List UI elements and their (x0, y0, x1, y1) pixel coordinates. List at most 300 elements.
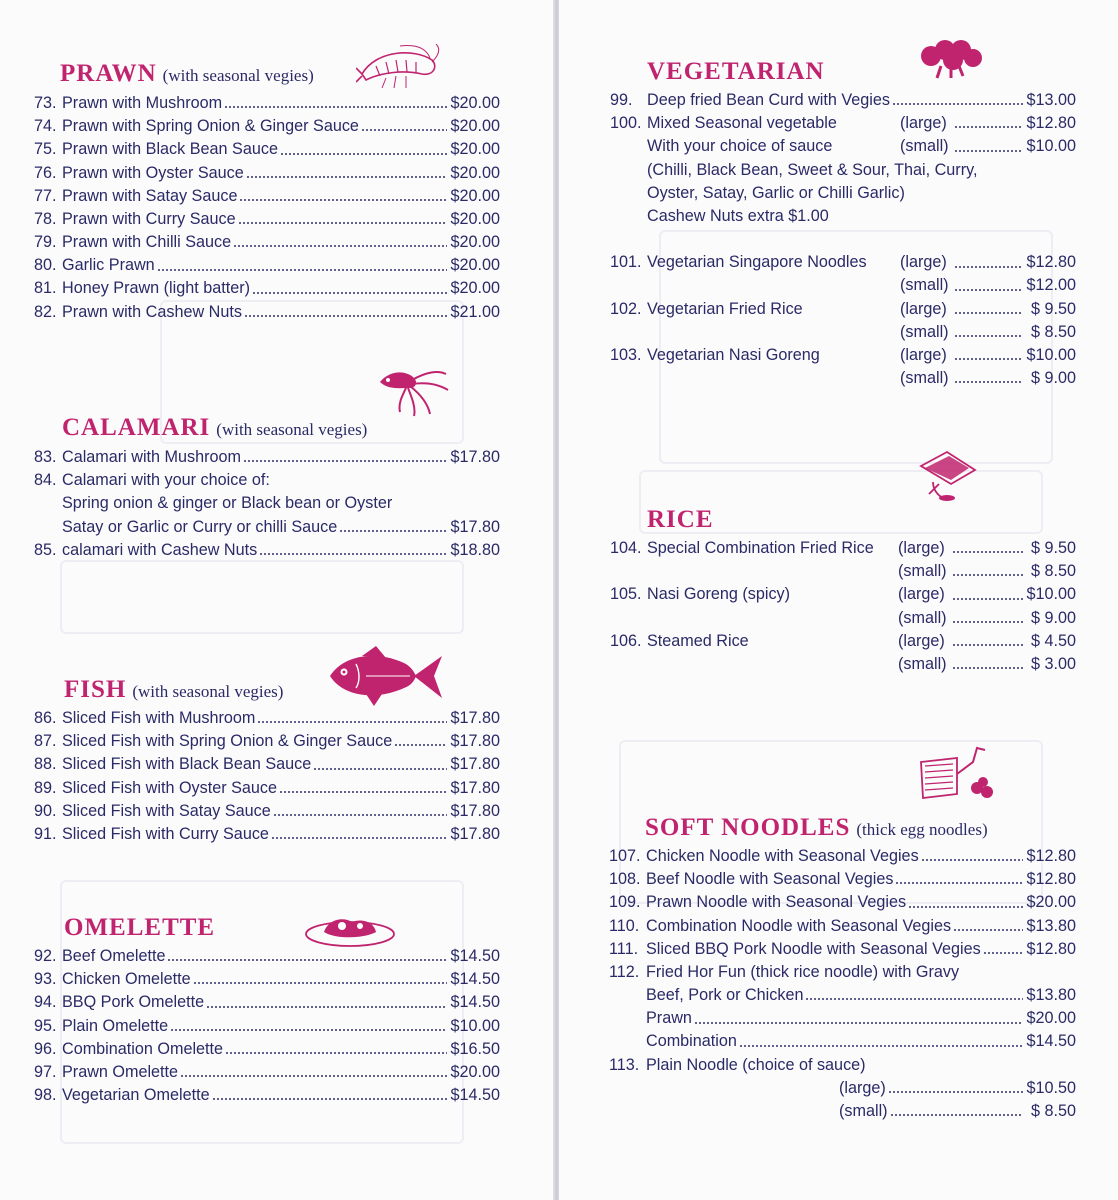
item-number: 106. (610, 631, 642, 650)
leader-dots (259, 545, 447, 556)
item-price: $ 9.50 (1030, 299, 1076, 318)
item-number: 100. (610, 114, 642, 133)
menu-item (34, 1061, 500, 1084)
item-number: 107. (609, 846, 641, 865)
item-number: 95. (34, 1016, 57, 1035)
menu-item (610, 228, 1076, 251)
menu-item (609, 915, 1076, 938)
leader-dots (279, 783, 447, 794)
item-name: calamari with Cashew Nuts (62, 540, 258, 559)
leader-dots (313, 760, 447, 771)
section-title: PRAWN (60, 60, 157, 87)
leader-dots (954, 258, 1023, 269)
item-name: Prawn Omelette (62, 1062, 179, 1081)
menu-item (34, 115, 500, 138)
item-name: Calamari with your choice of: (62, 471, 270, 490)
item-price: $20.00 (450, 279, 500, 298)
menu-item (609, 938, 1076, 961)
menu-item (34, 1038, 500, 1061)
item-name: Plain Noodle (choice of sauce) (646, 1055, 866, 1074)
menu-item (609, 1100, 1076, 1123)
item-number: 78. (34, 209, 57, 228)
leader-dots (273, 806, 447, 817)
item-size: (large) (900, 346, 947, 365)
item-price: $ 9.00 (1030, 369, 1076, 388)
item-number: 92. (34, 946, 57, 965)
item-price: $17.80 (450, 732, 500, 751)
item-name: Prawn Noodle with Seasonal Vegies (646, 893, 907, 912)
menu-item (34, 162, 500, 185)
menu-item (610, 135, 1076, 158)
item-size: (large) (898, 631, 945, 650)
item-price: $20.00 (1026, 1009, 1076, 1028)
item-price: $20.00 (1026, 893, 1076, 912)
item-price: $21.00 (450, 302, 500, 321)
item-price: $17.80 (450, 824, 500, 843)
menu-item (610, 344, 1076, 367)
item-number: 102. (610, 299, 642, 318)
leader-dots (983, 944, 1023, 955)
squid-illustration (376, 360, 450, 418)
item-name: Steamed Rice (647, 631, 749, 650)
fish-heading (64, 676, 283, 704)
leader-dots (170, 1021, 447, 1032)
item-name: (small) (839, 1102, 888, 1121)
item-price: $20.00 (450, 256, 500, 275)
item-name: BBQ Pork Omelette (62, 993, 205, 1012)
leader-dots (233, 237, 447, 248)
item-price: $14.50 (450, 993, 500, 1012)
leader-dots (246, 168, 447, 179)
item-name: Prawn with Chilli Sauce (62, 233, 232, 252)
omelette-illustration (302, 910, 398, 950)
item-name: Vegetarian Omelette (62, 1086, 210, 1105)
item-price: $16.50 (450, 1039, 500, 1058)
menu-item (34, 516, 500, 539)
prawn-illustration (356, 44, 442, 90)
item-number: 84. (34, 471, 57, 490)
item-number: 96. (34, 1039, 57, 1058)
menu-item (610, 159, 1076, 182)
leader-dots (280, 145, 447, 156)
menu-item (34, 1084, 500, 1107)
item-number: 113. (609, 1055, 640, 1074)
menu-item (34, 539, 500, 562)
item-number: 73. (34, 93, 57, 112)
leader-dots (212, 1090, 447, 1101)
section-title: VEGETARIAN (647, 58, 825, 85)
leader-dots (908, 898, 1023, 909)
item-number: 109. (609, 893, 641, 912)
leader-dots (238, 214, 447, 225)
item-price: $20.00 (450, 163, 500, 182)
item-size: (small) (900, 369, 949, 388)
leader-dots (239, 191, 447, 202)
leader-dots (243, 452, 447, 463)
menu-item (610, 275, 1076, 298)
item-price: $13.80 (1026, 986, 1076, 1005)
item-price: $14.50 (450, 970, 500, 989)
item-price: $ 3.00 (1030, 654, 1076, 673)
item-number: 79. (34, 233, 57, 252)
menu-item (34, 185, 500, 208)
item-number: 75. (34, 140, 57, 159)
leader-dots (805, 990, 1023, 1001)
menu-item (609, 1054, 1076, 1077)
leader-dots (954, 118, 1023, 129)
item-number: 104. (610, 538, 642, 557)
item-name: Cashew Nuts extra $1.00 (647, 206, 829, 225)
menu-item (610, 321, 1076, 344)
item-size: (small) (898, 562, 947, 581)
leader-dots (952, 636, 1023, 647)
item-name: (Chilli, Black Bean, Sweet & Sour, Thai, Curry, (647, 160, 978, 179)
item-price: $12.80 (1026, 870, 1076, 889)
menu-item (610, 205, 1076, 228)
rice-list (610, 537, 1076, 676)
calamari-heading (62, 414, 367, 442)
item-name: Fried Hor Fun (thick rice noodle) with Gravy (646, 962, 960, 981)
menu-item (34, 753, 500, 776)
item-number: 82. (34, 302, 57, 321)
menu-item (34, 707, 500, 730)
item-number: 111. (609, 939, 639, 958)
item-price: $ 9.50 (1030, 538, 1076, 557)
leader-dots (952, 566, 1023, 577)
leader-dots (157, 261, 447, 272)
item-price: $20.00 (450, 93, 500, 112)
leader-dots (180, 1067, 447, 1078)
item-name: Beef Noodle with Seasonal Vegies (646, 870, 894, 889)
menu-item (34, 254, 500, 277)
item-size: (small) (900, 322, 949, 341)
item-name: With your choice of sauce (647, 137, 833, 156)
item-name: Prawn with Curry Sauce (62, 209, 236, 228)
item-number: 103. (610, 346, 642, 365)
fish-list (34, 707, 500, 846)
menu-item (610, 367, 1076, 390)
item-number: 90. (34, 801, 57, 820)
show-through-box (60, 560, 464, 634)
item-name: Spring onion & ginger or Black bean or Oyster (62, 494, 393, 513)
leader-dots (890, 1106, 1023, 1117)
menu-item (609, 1031, 1076, 1054)
menu-item (34, 92, 500, 115)
prawn-list (34, 92, 500, 324)
item-price: $ 8.50 (1030, 322, 1076, 341)
menu-item (34, 968, 500, 991)
item-number: 101. (610, 253, 642, 272)
item-number: 110. (609, 916, 640, 935)
leader-dots (953, 921, 1023, 932)
section-title: SOFT NOODLES (645, 814, 851, 841)
item-name: Deep fried Bean Curd with Vegies (647, 90, 890, 109)
leader-dots (954, 373, 1023, 384)
leader-dots (954, 281, 1023, 292)
menu-item (609, 845, 1076, 868)
item-price: $20.00 (450, 140, 500, 159)
item-name: Vegetarian Singapore Noodles (647, 253, 867, 272)
leader-dots (193, 974, 447, 985)
leader-dots (339, 522, 447, 533)
item-price: $12.80 (1026, 253, 1076, 272)
item-price: $10.00 (450, 1016, 500, 1035)
item-number: 99. (610, 90, 633, 109)
menu-item (34, 823, 500, 846)
item-number: 86. (34, 708, 57, 727)
menu-item (34, 278, 500, 301)
vegetarian-heading (647, 58, 825, 86)
item-price: $17.80 (450, 447, 500, 466)
item-name: Prawn with Spring Onion & Ginger Sauce (62, 117, 359, 136)
item-price: $12.80 (1026, 939, 1076, 958)
menu-item (34, 469, 500, 492)
item-name: Sliced Fish with Oyster Sauce (62, 778, 278, 797)
item-name: Prawn with Oyster Sauce (62, 163, 244, 182)
item-number: 74. (34, 117, 57, 136)
item-price: $10.50 (1026, 1078, 1076, 1097)
item-price: $ 8.50 (1030, 562, 1076, 581)
menu-item (609, 984, 1076, 1007)
item-size: (large) (900, 253, 947, 272)
menu-item (609, 1077, 1076, 1100)
item-name: Sliced Fish with Satay Sauce (62, 801, 271, 820)
leader-dots (167, 951, 447, 962)
rice-heading (647, 506, 714, 534)
leader-dots (252, 284, 447, 295)
fish-illustration (326, 646, 444, 708)
menu-item (34, 777, 500, 800)
leader-dots (954, 142, 1023, 153)
item-name: Combination Noodle with Seasonal Vegies (646, 916, 952, 935)
menu-item (34, 800, 500, 823)
item-number: 85. (34, 540, 57, 559)
menu-item (610, 182, 1076, 205)
item-size: (large) (898, 538, 945, 557)
item-price: $17.80 (450, 517, 500, 536)
menu-item (34, 1015, 500, 1038)
item-price: $13.00 (1026, 90, 1076, 109)
item-number: 98. (34, 1086, 57, 1105)
leader-dots (892, 95, 1023, 106)
menu-item (610, 560, 1076, 583)
leader-dots (921, 851, 1023, 862)
leader-dots (694, 1014, 1023, 1025)
item-name: Sliced Fish with Curry Sauce (62, 824, 269, 843)
item-number: 112. (609, 962, 640, 981)
menu-item (609, 891, 1076, 914)
menu-item (34, 492, 500, 515)
menu-item (610, 298, 1076, 321)
leader-dots (952, 613, 1023, 624)
section-subtitle: (with seasonal vegies) (216, 420, 368, 439)
item-name: Mixed Seasonal vegetable (647, 114, 837, 133)
omelette-list (34, 945, 500, 1107)
item-price: $10.00 (1026, 137, 1076, 156)
item-number: 97. (34, 1062, 57, 1081)
item-number: 105. (610, 585, 642, 604)
leader-dots (257, 713, 447, 724)
item-price: $14.50 (450, 946, 500, 965)
leader-dots (739, 1037, 1023, 1048)
soft-noodles-list (609, 845, 1076, 1123)
item-number: 89. (34, 778, 57, 797)
item-name: Prawn (646, 1009, 692, 1028)
menu-item (34, 208, 500, 231)
item-price: $17.80 (450, 801, 500, 820)
item-name: Garlic Prawn (62, 256, 155, 275)
item-name: Vegetarian Nasi Goreng (647, 346, 820, 365)
item-number: 88. (34, 755, 57, 774)
item-size: (small) (900, 137, 949, 156)
section-title: FISH (64, 676, 127, 703)
item-price: $13.80 (1026, 916, 1076, 935)
item-price: $10.00 (1026, 346, 1076, 365)
item-price: $12.80 (1026, 114, 1076, 133)
item-size: (large) (900, 299, 947, 318)
item-price: $10.00 (1026, 585, 1076, 604)
item-size: (large) (898, 585, 945, 604)
menu-item (34, 301, 500, 324)
item-number: 87. (34, 732, 57, 751)
item-name: Oyster, Satay, Garlic or Chilli Garlic) (647, 183, 905, 202)
noodle-illustration (913, 744, 999, 806)
item-price: $ 9.00 (1030, 608, 1076, 627)
leader-dots (244, 307, 447, 318)
item-name: Satay or Garlic or Curry or chilli Sauce (62, 517, 338, 536)
item-name: Beef, Pork or Chicken (646, 986, 804, 1005)
item-name: Chicken Omelette (62, 970, 191, 989)
section-subtitle: (with seasonal vegies) (162, 66, 314, 85)
leader-dots (206, 998, 447, 1009)
item-name: Beef Omelette (62, 946, 166, 965)
menu-item (610, 653, 1076, 676)
leader-dots (954, 350, 1023, 361)
item-name: Prawn with Satay Sauce (62, 186, 238, 205)
menu-item (34, 991, 500, 1014)
item-price: $17.80 (450, 755, 500, 774)
item-name: Sliced Fish with Mushroom (62, 708, 256, 727)
item-price: $20.00 (450, 186, 500, 205)
item-name: Plain Omelette (62, 1016, 169, 1035)
menu-item (610, 112, 1076, 135)
calamari-list (34, 446, 500, 562)
soft-noodles-heading (645, 814, 988, 842)
item-size: (small) (900, 276, 949, 295)
item-name: Sliced Fish with Black Bean Sauce (62, 755, 312, 774)
item-price: $12.80 (1026, 846, 1076, 865)
section-title: CALAMARI (62, 414, 211, 441)
leader-dots (954, 327, 1023, 338)
item-name: Prawn with Black Bean Sauce (62, 140, 278, 159)
menu-item (34, 138, 500, 161)
item-number: 108. (609, 870, 641, 889)
omelette-heading (64, 914, 215, 942)
item-price: $14.50 (1026, 1032, 1076, 1051)
menu-left-page (0, 0, 555, 1200)
item-price: $20.00 (450, 233, 500, 252)
item-price: $14.50 (450, 1086, 500, 1105)
item-name: Prawn with Mushroom (62, 93, 223, 112)
section-title: OMELETTE (64, 914, 216, 941)
item-number: 83. (34, 447, 57, 466)
item-size: (small) (898, 654, 947, 673)
item-number: 76. (34, 163, 57, 182)
item-price: $20.00 (450, 117, 500, 136)
broccoli-illustration (917, 40, 983, 80)
section-title: RICE (647, 506, 714, 533)
leader-dots (952, 659, 1023, 670)
section-subtitle: (thick egg noodles) (856, 820, 988, 839)
menu-item (610, 583, 1076, 606)
leader-dots (952, 543, 1023, 554)
item-name: Sliced BBQ Pork Noodle with Seasonal Vegies (646, 939, 981, 958)
item-number: 94. (34, 993, 57, 1012)
leader-dots (888, 1083, 1023, 1094)
menu-item (34, 231, 500, 254)
item-size: (small) (898, 608, 947, 627)
item-name: Special Combination Fried Rice (647, 538, 874, 557)
menu-item (610, 251, 1076, 274)
prawn-heading (60, 60, 314, 88)
item-number: 81. (34, 279, 57, 298)
leader-dots (394, 736, 447, 747)
item-size: (large) (900, 114, 947, 133)
item-name: Sliced Fish with Spring Onion & Ginger Sauce (62, 732, 393, 751)
item-name: Calamari with Mushroom (62, 447, 242, 466)
menu-item (610, 537, 1076, 560)
item-name: Combination Omelette (62, 1039, 224, 1058)
item-name: Chicken Noodle with Seasonal Vegies (646, 846, 919, 865)
item-price: $20.00 (450, 209, 500, 228)
menu-right-page (559, 0, 1118, 1200)
item-name: (large) (839, 1078, 886, 1097)
item-number: 80. (34, 256, 57, 275)
item-name: Prawn with Cashew Nuts (62, 302, 242, 321)
leader-dots (952, 590, 1023, 601)
item-name: Honey Prawn (light batter) (62, 279, 251, 298)
item-price: $ 4.50 (1030, 631, 1076, 650)
item-price: $17.80 (450, 778, 500, 797)
item-price: $18.80 (450, 540, 500, 559)
section-subtitle: (with seasonal vegies) (132, 682, 284, 701)
leader-dots (361, 121, 447, 132)
menu-item (609, 1007, 1076, 1030)
leader-dots (224, 98, 447, 109)
leader-dots (271, 829, 447, 840)
leader-dots (895, 874, 1023, 885)
item-number: 77. (34, 186, 57, 205)
item-price: $ 8.50 (1030, 1102, 1076, 1121)
menu-item (609, 961, 1076, 984)
menu-item (34, 945, 500, 968)
menu-item (610, 89, 1076, 112)
item-price: $17.80 (450, 708, 500, 727)
leader-dots (225, 1044, 447, 1055)
menu-item (34, 730, 500, 753)
rice-bowl-illustration (917, 448, 979, 504)
item-name: Combination (646, 1032, 737, 1051)
vegetarian-list (610, 89, 1076, 390)
menu-item (610, 607, 1076, 630)
item-price: $20.00 (450, 1062, 500, 1081)
item-name: Vegetarian Fried Rice (647, 299, 803, 318)
item-price: $12.00 (1026, 276, 1076, 295)
item-number: 91. (34, 824, 57, 843)
leader-dots (954, 304, 1023, 315)
menu-item (609, 868, 1076, 891)
item-name: Nasi Goreng (spicy) (647, 585, 791, 604)
